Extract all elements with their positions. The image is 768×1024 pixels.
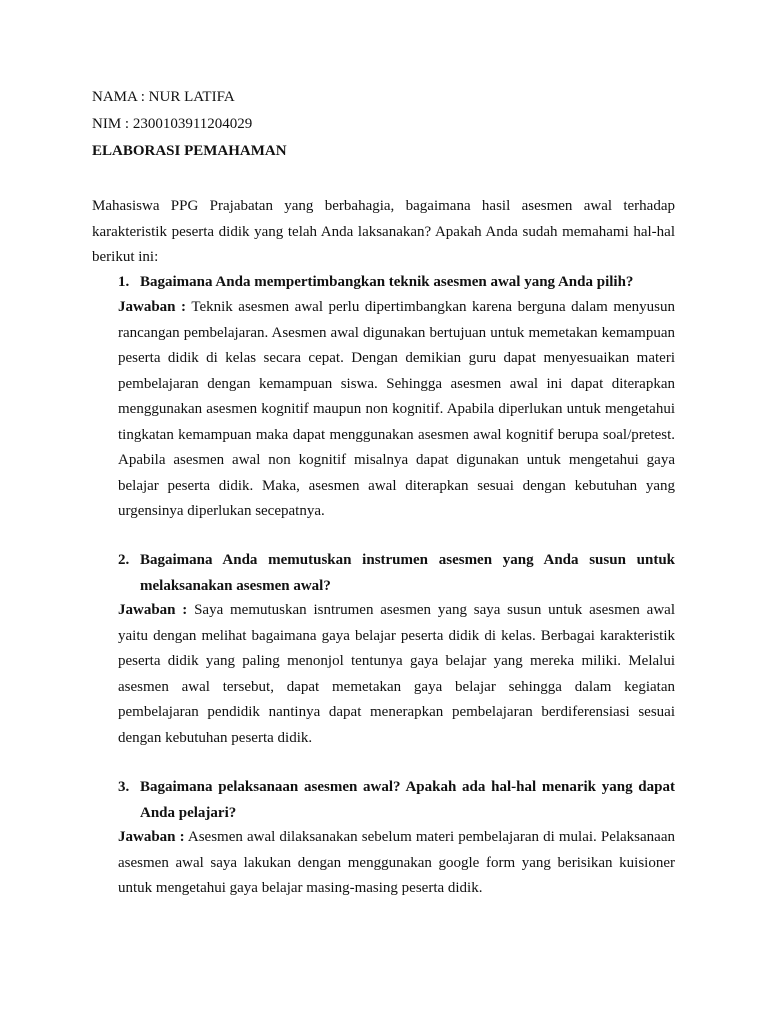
question-2-text: Bagaimana Anda memutuskan instrumen asesmen yang Anda susun untuk melaksanakan asesmen awal? [140,552,675,594]
question-2-number: 2. [118,552,130,568]
answer-2 [118,598,675,751]
answer-1-label: Jawaban : [118,299,187,315]
question-3-text: Bagaimana pelaksanaan asesmen awal? Apakah ada hal-hal menarik yang dapat Anda pelajari? [140,779,675,821]
answer-1 [118,295,675,525]
document-title: ELABORASI PEMAHAMAN [92,143,287,159]
question-1-number: 1. [118,274,130,290]
answer-2-label: Jawaban : [118,602,188,618]
question-1-text: Bagaimana Anda mempertimbangkan teknik asesmen awal yang Anda pilih? [140,274,634,290]
student-nim-line: NIM : 2300103911204029 [92,116,253,132]
answer-1-text: Teknik asesmen awal perlu dipertimbangkan karena berguna dalam menyusun rancangan pembelajaran. Asesmen awal digunakan bertujuan untuk memetakan kemampuan peserta didik di kelas secara cepat. Dengan demikian guru dapat menyesuaikan materi pembelajaran dengan kemampuan siswa. Sehingga asesmen awal ini dapat diterapkan menggunakan asesmen kognitif maupun non kognitif. Apabila diperlukan untuk mengetahui tingkatan kemampuan maka dapat menggunakan asesmen awal kognitif berupa soal/pretest. Apabila asesmen awal non kognitif misalnya dapat digunakan untuk mengetahui gaya belajar peserta didik. Maka, asesmen awal diterapkan sesuai dengan kebutuhan yang urgensinya diperlukan secepatnya. [118,299,675,519]
answer-2-text: Saya memutuskan isntrumen asesmen yang saya susun untuk asesmen awal yaitu dengan melihat bagaimana gaya belajar peserta didik di kelas. Berbagai karakteristik peserta didik yang paling menonjol tentunya gaya belajar yang mereka miliki. Melalui asesmen awal tersebut, dapat memetakan gaya belajar sehingga dalam kegiatan pembelajaran pendidik nantinya dapat menerapkan pembelajaran berdiferensiasi sesuai dengan kebutuhan peserta didik. [118,602,675,746]
answer-3-label: Jawaban : [118,829,185,845]
answer-3 [118,825,675,902]
intro-paragraph: Mahasiswa PPG Prajabatan yang berbahagia, bagaimana hasil asesmen awal terhadap karakteristik peserta didik yang telah Anda laksanakan? Apakah Anda sudah memahami hal-hal berikut ini: [92,198,675,265]
student-name-line: NAMA : NUR LATIFA [92,89,235,105]
answer-3-text: Asesmen awal dilaksanakan sebelum materi pembelajaran di mulai. Pelaksanaan asesmen awal saya lakukan dengan menggunakan google form yang berisikan kuisioner untuk mengetahui gaya belajar masing-masing peserta didik. [118,829,675,896]
question-3-number: 3. [118,779,130,795]
